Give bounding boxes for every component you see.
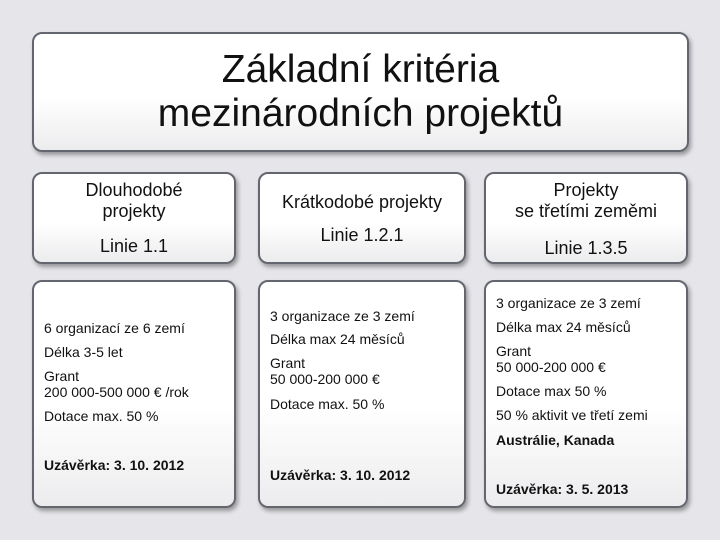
project-type-name: Krátkodobé projekty bbox=[281, 192, 443, 212]
program-line: Linie 1.2.1 bbox=[320, 225, 404, 245]
title-box bbox=[32, 32, 689, 152]
deadline: Uzávěrka: 3. 5. 2013 bbox=[496, 481, 629, 497]
page-title-line-1: Základní kritéria bbox=[221, 48, 500, 91]
eligible-countries: Austrálie, Kanada bbox=[496, 432, 615, 448]
criterion-subsidy: Dotace max. 50 % bbox=[270, 396, 385, 412]
criterion-organizations: 3 organizace ze 3 zemí bbox=[270, 308, 415, 324]
header-box-short-term-projects bbox=[258, 172, 466, 264]
criterion-grant-label: Grant bbox=[44, 368, 80, 384]
criteria-box-short-term-projects bbox=[258, 280, 466, 508]
criteria-box-third-country-projects bbox=[484, 280, 688, 508]
criterion-grant-label: Grant bbox=[496, 343, 532, 359]
criterion-third-country-activity: 50 % aktivit ve třetí zemi bbox=[496, 407, 648, 423]
criterion-grant-amount: 50 000-200 000 € bbox=[496, 359, 606, 375]
project-type-name: Projekty bbox=[553, 180, 619, 200]
page-title-line-2: mezinárodních projektů bbox=[157, 92, 564, 135]
project-type-name: projekty bbox=[102, 201, 166, 221]
criterion-grant-label: Grant bbox=[270, 355, 306, 371]
header-box-third-country-projects bbox=[484, 172, 688, 264]
project-type-name: Dlouhodobé bbox=[85, 180, 183, 200]
project-type-name: se třetími zeměmi bbox=[514, 201, 658, 221]
header-box-long-term-projects bbox=[32, 172, 236, 264]
program-line: Linie 1.3.5 bbox=[544, 238, 628, 258]
criterion-grant-amount: 200 000-500 000 € /rok bbox=[44, 384, 189, 400]
criterion-organizations: 3 organizace ze 3 zemí bbox=[496, 295, 641, 311]
deadline: Uzávěrka: 3. 10. 2012 bbox=[270, 467, 411, 483]
criterion-organizations: 6 organizací ze 6 zemí bbox=[44, 320, 185, 336]
criterion-duration: Délka max 24 měsíců bbox=[270, 331, 405, 347]
deadline: Uzávěrka: 3. 10. 2012 bbox=[44, 457, 185, 473]
criterion-duration: Délka max 24 měsíců bbox=[496, 319, 631, 335]
criteria-box-long-term-projects bbox=[32, 280, 236, 508]
criterion-duration: Délka 3-5 let bbox=[44, 344, 123, 360]
criterion-subsidy: Dotace max. 50 % bbox=[44, 408, 159, 424]
criterion-grant-amount: 50 000-200 000 € bbox=[270, 371, 380, 387]
criterion-subsidy: Dotace max 50 % bbox=[496, 383, 607, 399]
program-line: Linie 1.1 bbox=[99, 236, 169, 256]
